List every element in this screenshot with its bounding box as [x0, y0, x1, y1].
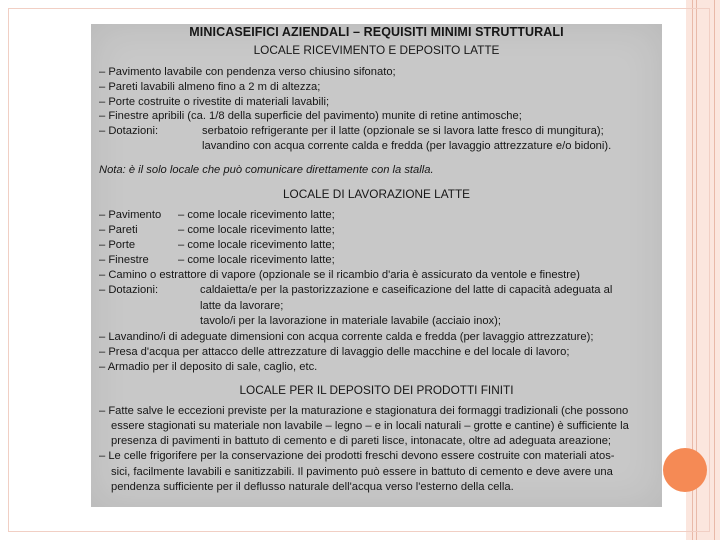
- section2-desc: – come locale ricevimento latte;: [178, 254, 335, 266]
- scanned-document: [91, 24, 662, 507]
- section2-desc: – come locale ricevimento latte;: [178, 239, 335, 251]
- section1-line: – Pareti lavabili almeno fino a 2 m di altezza;: [99, 81, 321, 93]
- section1-line: lavandino con acqua corrente calda e fredda (per lavaggio attrezzature e/o bidoni).: [202, 140, 612, 152]
- section1-line: – Porte costruite o rivestite di materiali lavabili;: [99, 96, 330, 108]
- section3-line: presenza di pavimenti in battuto di cemento e di pareti lisce, intonacate, oltre ad adeguata areazione;: [111, 435, 612, 447]
- section2-line: – Camino o estrattore di vapore (opzionale se il ricambio d'aria è assicurato da ventole e finestre): [99, 269, 580, 281]
- section1-line: – Pavimento lavabile con pendenza verso chiusino sifonato;: [99, 66, 396, 78]
- section1-heading: LOCALE RICEVIMENTO E DEPOSITO LATTE: [253, 43, 500, 57]
- section2-line: tavolo/i per la lavorazione in materiale lavabile (acciaio inox);: [200, 315, 501, 327]
- section2-term: – Pavimento: [99, 209, 162, 221]
- section1-line: serbatoio refrigerante per il latte (opzionale se si lavora latte fresco di mungitura);: [202, 125, 604, 137]
- section2-desc: – come locale ricevimento latte;: [178, 224, 335, 236]
- section3-heading: LOCALE PER IL DEPOSITO DEI PRODOTTI FINITI: [239, 383, 514, 397]
- decorative-circle: [663, 448, 707, 492]
- section2-line: – Armadio per il deposito di sale, caglio, etc.: [99, 361, 318, 373]
- section2-desc: – come locale ricevimento latte;: [178, 209, 335, 221]
- section3-line: – Fatte salve le eccezioni previste per la maturazione e stagionatura dei formaggi tradizionali (che possono: [99, 405, 629, 417]
- document-title: MINICASEIFICI AZIENDALI – REQUISITI MINIMI STRUTTURALI: [189, 25, 564, 39]
- section2-line: – Dotazioni:: [99, 284, 159, 296]
- section2-term: – Pareti: [99, 224, 138, 236]
- section1-note: Nota: è il solo locale che può comunicare direttamente con la stalla.: [99, 164, 434, 176]
- section3-line: sici, facilmente lavabili e sanitizzabili. Il pavimento può essere in battuto di cemento e deve avere una: [111, 466, 613, 478]
- section2-term: – Finestre: [99, 254, 149, 266]
- section1-line: – Dotazioni:: [99, 125, 159, 137]
- section2-line: caldaietta/e per la pastorizzazione e caseificazione del latte di capacità adeguata al: [200, 284, 613, 296]
- section3-line: pendenza sufficiente per il deflusso naturale dell'acqua verso l'esterno della cella.: [111, 481, 514, 493]
- section2-line: – Presa d'acqua per attacco delle attrezzature di lavaggio delle macchine e del locale di lavoro;: [99, 346, 570, 358]
- section2-heading: LOCALE DI LAVORAZIONE LATTE: [282, 187, 471, 201]
- section1-line: – Finestre apribili (ca. 1/8 della superficie del pavimento) munite di retine antimosche;: [99, 110, 522, 122]
- section2-line: latte da lavorare;: [200, 300, 284, 312]
- section3-line: – Le celle frigorifere per la conservazione dei prodotti freschi devono essere costruite con materiali atos-: [99, 450, 615, 462]
- section2-line: – Lavandino/i di adeguate dimensioni con acqua corrente calda e fredda (per lavaggio attrezzature);: [99, 331, 594, 343]
- section3-line: essere stagionati su materiale non lavabile – legno – e in locali naturali – grotte e cantine) è sufficiente la: [111, 420, 629, 432]
- section2-term: – Porte: [99, 239, 136, 251]
